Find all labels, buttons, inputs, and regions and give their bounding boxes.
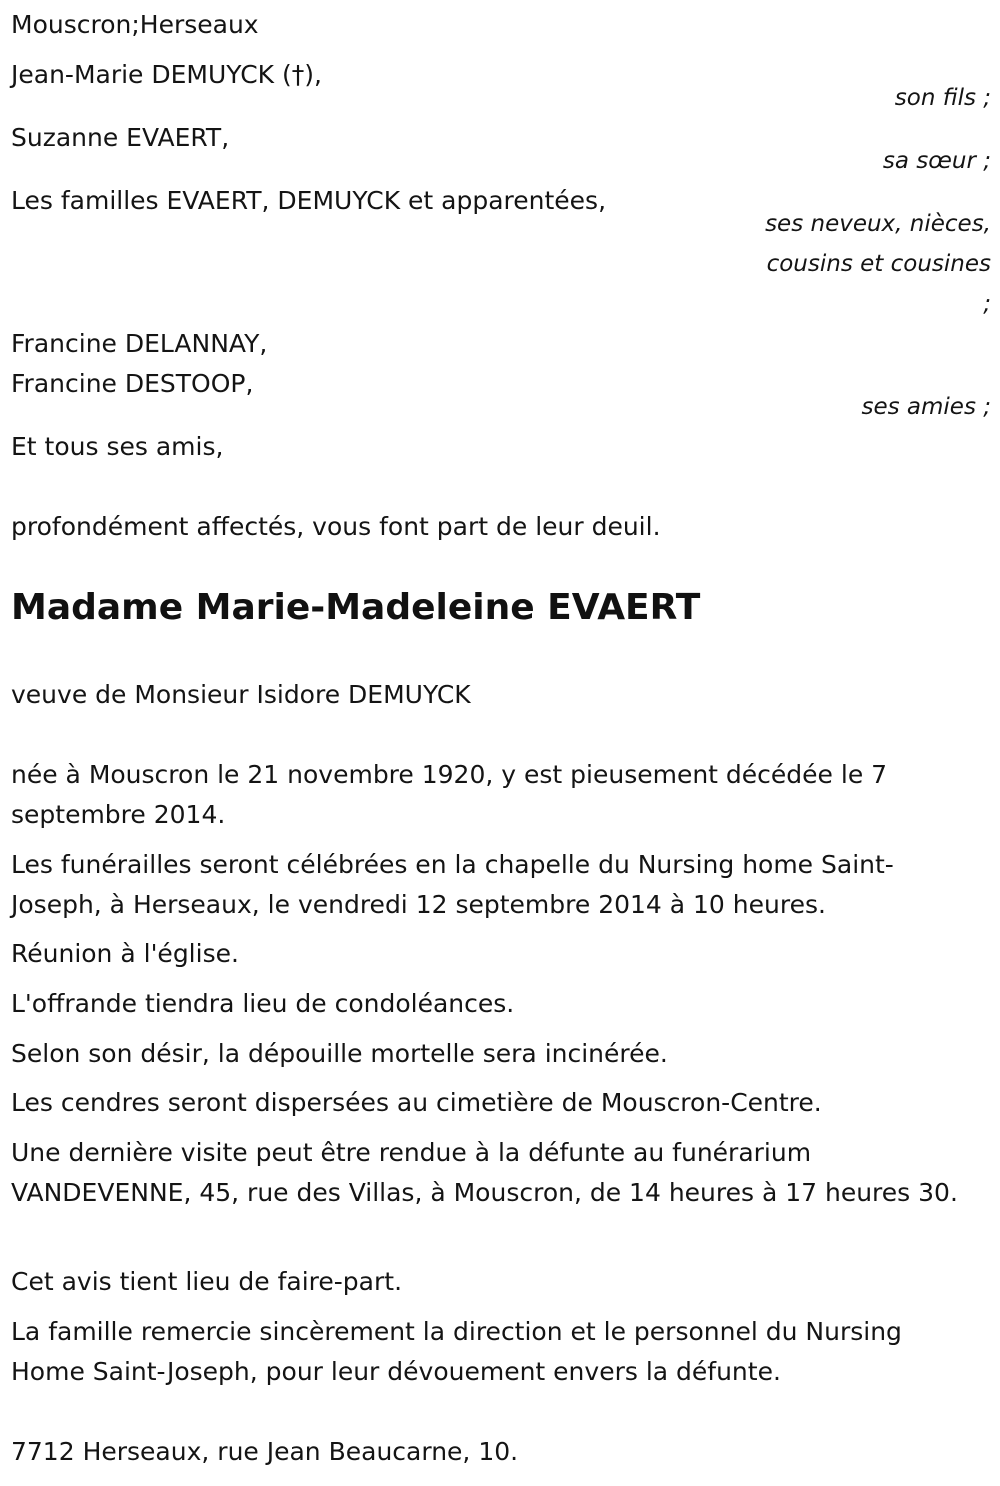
ashes-paragraph: Les cendres seront dispersées au cimetière de Mouscron-Centre. bbox=[11, 1088, 822, 1117]
funeral-paragraph: Les funérailles seront célébrées en la chapelle du Nursing home Saint-Joseph, à Herseaux, le vendredi 12 septembre 2014 à 10 heures. bbox=[11, 850, 894, 919]
announcement-text: profondément affectés, vous font part de leur deuil. bbox=[11, 512, 661, 541]
family-member-friend-2: Francine DESTOOP, bbox=[11, 369, 254, 398]
relation-sister: sa sœur ; bbox=[882, 148, 991, 174]
family-member-sister: Suzanne EVAERT, bbox=[11, 123, 230, 152]
location-heading: Mouscron;Herseaux bbox=[11, 10, 259, 39]
notice-paragraph: Cet avis tient lieu de faire-part. bbox=[11, 1267, 403, 1296]
family-member-son: Jean-Marie DEMUYCK (†), bbox=[11, 60, 322, 89]
offering-paragraph: L'offrande tiendra lieu de condoléances. bbox=[11, 989, 515, 1018]
relation-relatives-line-3: ; bbox=[983, 291, 991, 317]
birth-death-paragraph: née à Mouscron le 21 novembre 1920, y est pieusement décédée le 7 septembre 2014. bbox=[11, 760, 888, 829]
relation-friends: ses amies ; bbox=[861, 394, 991, 420]
thanks-paragraph: La famille remercie sincèrement la direction et le personnel du Nursing Home Saint-Joseph, pour leur dévouement envers la défunte. bbox=[11, 1317, 902, 1386]
deceased-name: Madame Marie-Madeleine EVAERT bbox=[11, 587, 701, 628]
relation-son: son fils ; bbox=[894, 85, 991, 111]
relation-relatives-line-1: ses neveux, nièces, bbox=[765, 211, 991, 237]
family-member-friend-1: Francine DELANNAY, bbox=[11, 329, 268, 358]
widow-of-text: veuve de Monsieur Isidore DEMUYCK bbox=[11, 680, 471, 709]
family-member-all-friends: Et tous ses amis, bbox=[11, 432, 224, 461]
obituary-notice bbox=[11, 0, 991, 1486]
cremation-paragraph: Selon son désir, la dépouille mortelle sera incinérée. bbox=[11, 1039, 668, 1068]
meeting-paragraph: Réunion à l'église. bbox=[11, 939, 239, 968]
family-member-relatives: Les familles EVAERT, DEMUYCK et apparentées, bbox=[11, 186, 607, 215]
relation-relatives-line-2: cousins et cousines bbox=[766, 251, 991, 277]
address-text: 7712 Herseaux, rue Jean Beaucarne, 10. bbox=[11, 1437, 519, 1466]
visit-paragraph: Une dernière visite peut être rendue à la défunte au funérarium VANDEVENNE, 45, rue des Villas, à Mouscron, de 14 heures à 17 heures 30. bbox=[11, 1138, 958, 1207]
